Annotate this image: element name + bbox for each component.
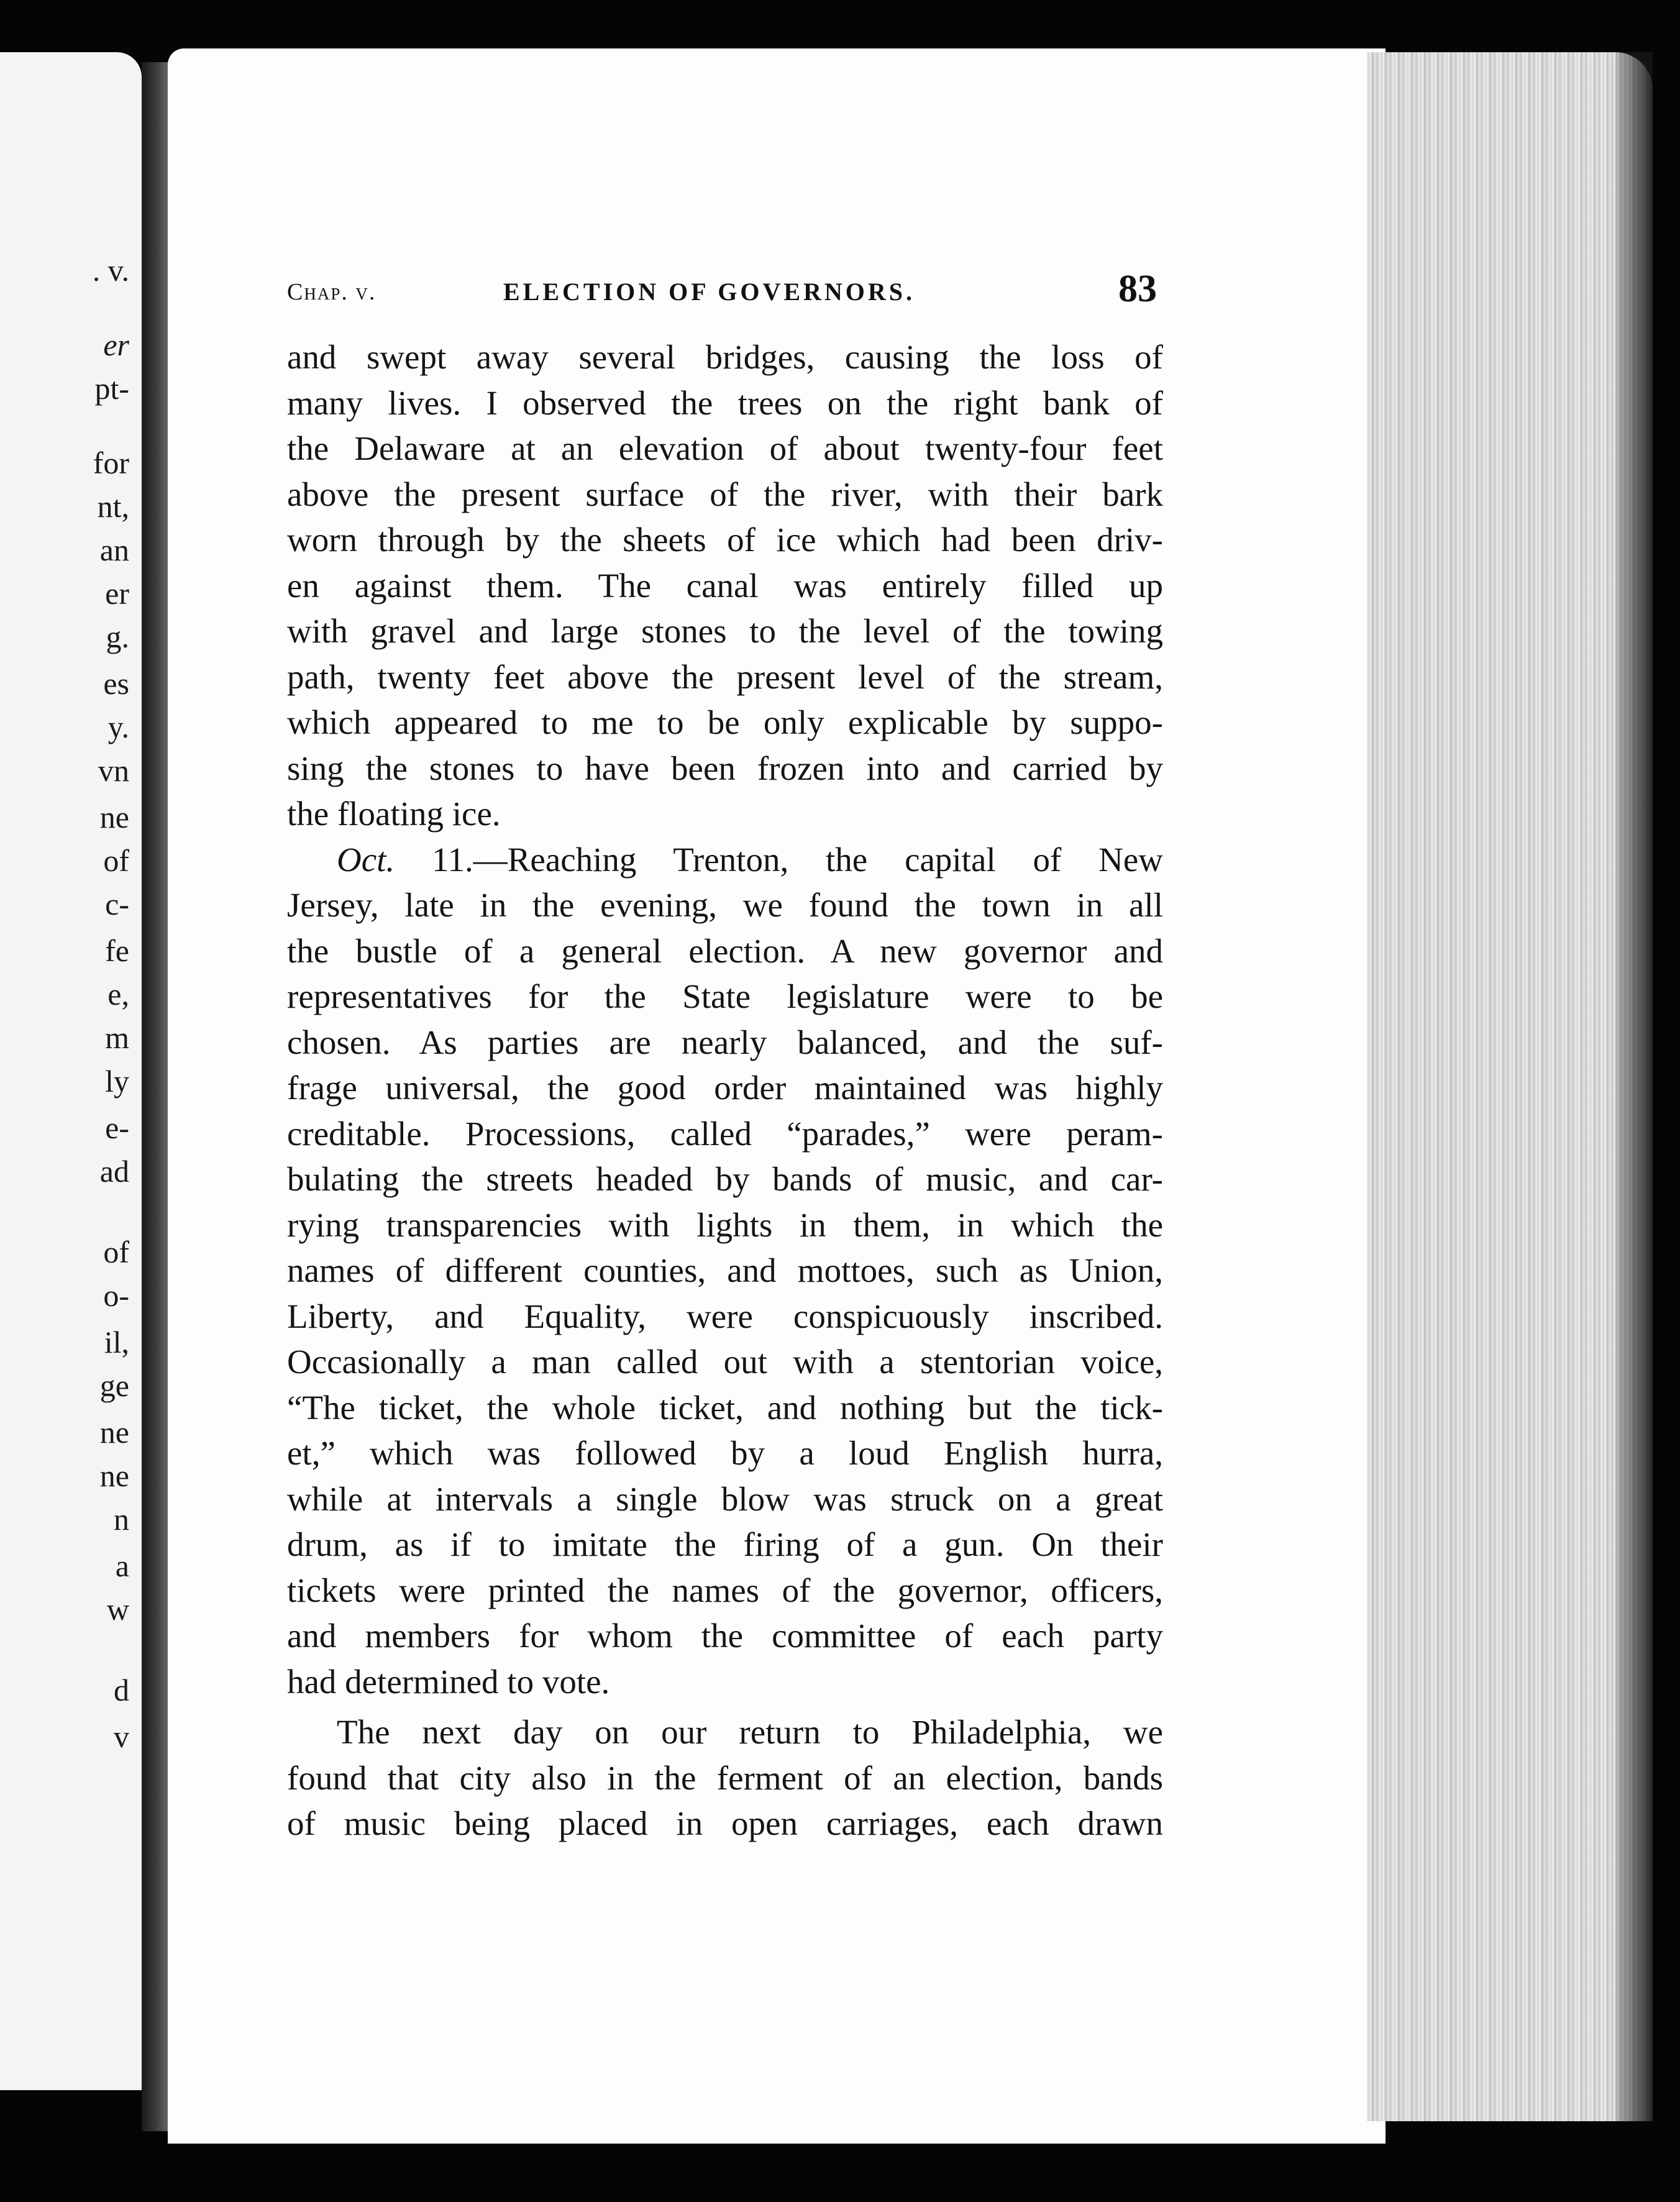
text-line: representatives for the State legislature were to be xyxy=(287,978,1163,1015)
left-facing-page xyxy=(0,52,142,2090)
left-page-fragment: for xyxy=(93,445,129,480)
text-line: many lives. I observed the trees on the right bank of xyxy=(287,384,1163,422)
left-page-fragment: w xyxy=(106,1592,129,1627)
text-line: the bustle of a general election. A new governor and xyxy=(287,932,1163,970)
left-page-fragment: nt, xyxy=(97,489,129,524)
text-line: bulating the streets headed by bands of music, and car- xyxy=(287,1161,1163,1198)
text-line: and members for whom the committee of each party xyxy=(287,1617,1163,1655)
text-line: sing the stones to have been frozen into and carried by xyxy=(287,749,1163,787)
text-line: while at intervals a single blow was struck on a great xyxy=(287,1480,1163,1518)
text-line: the floating ice. xyxy=(287,795,501,833)
left-page-fragment: ne xyxy=(99,1458,129,1493)
date-label: Oct. xyxy=(337,841,395,879)
text-line: rying transparencies with lights in them, in which the xyxy=(287,1206,1163,1244)
text-line: with gravel and large stones to the level of the towing xyxy=(287,613,1163,650)
text-line: Jersey, late in the evening, we found the town in all xyxy=(287,887,1163,924)
running-header xyxy=(287,267,1157,317)
text-line: en against them. The canal was entirely filled up xyxy=(287,567,1163,605)
left-page-fragment: . v. xyxy=(92,253,129,288)
text-line: had determined to vote. xyxy=(287,1663,610,1701)
left-page-fragment: e- xyxy=(105,1110,129,1145)
text-line: Liberty, and Equality, were conspicuously inscribed. xyxy=(287,1297,1163,1335)
left-page-fragment: of xyxy=(103,1235,129,1269)
left-page-fragment: fe xyxy=(105,933,129,968)
text-line: the Delaware at an elevation of about twenty-four feet xyxy=(287,430,1163,467)
left-page-fragment: ne xyxy=(99,800,129,834)
text-line: frage universal, the good order maintained was highly xyxy=(287,1069,1163,1107)
text-line: path, twenty feet above the present level of the stream, xyxy=(287,658,1163,696)
text-line: 11.—Reaching Trenton, the capital of New xyxy=(395,841,1163,879)
left-page-fragment: er xyxy=(105,576,129,611)
text-line: “The ticket, the whole ticket, and nothing but the tick- xyxy=(287,1389,1163,1427)
left-page-fragment: v xyxy=(114,1719,129,1754)
text-line: chosen. As parties are nearly balanced, and the suf- xyxy=(287,1023,1163,1061)
left-page-fragment: m xyxy=(105,1020,129,1055)
text-line: worn through by the sheets of ice which had been driv- xyxy=(287,521,1163,559)
left-page-fragment: y. xyxy=(107,710,129,744)
text-line: of music being placed in open carriages, each drawn xyxy=(287,1805,1163,1842)
left-page-fragment: il, xyxy=(104,1325,129,1359)
left-page-fragment: e, xyxy=(107,977,129,1012)
text-line: found that city also in the ferment of an election, bands xyxy=(287,1759,1163,1797)
running-title: ELECTION OF GOVERNORS. xyxy=(503,278,916,306)
text-line: drum, as if to imitate the firing of a gun. On their xyxy=(287,1526,1163,1563)
left-page-fragment: er xyxy=(103,327,129,362)
text-line: tickets were printed the names of the governor, officers, xyxy=(287,1571,1163,1609)
left-page-fragment: ne xyxy=(99,1415,129,1450)
left-page-fragment: ly xyxy=(105,1064,129,1099)
left-page-fragment: of xyxy=(103,843,129,878)
text-line: and swept away several bridges, causing the loss of xyxy=(287,339,1163,376)
page-block-edges xyxy=(1367,52,1653,2121)
text-line: Occasionally a man called out with a stentorian voice, xyxy=(287,1343,1163,1381)
left-page-fragment: a xyxy=(115,1548,129,1583)
left-page-fragment: c- xyxy=(105,887,129,921)
paragraph-3-first-line: The next day on our return to Philadelphia, we xyxy=(337,1714,1163,1751)
left-page-fragment: o- xyxy=(103,1278,129,1313)
text-line: which appeared to me to be only explicable by suppo- xyxy=(287,704,1163,741)
page-number: 83 xyxy=(1118,268,1157,310)
left-page-fragment: d xyxy=(114,1673,129,1707)
left-page-fragment: n xyxy=(114,1502,129,1537)
text-line: creditable. Processions, called “parades,” were peram- xyxy=(287,1115,1163,1153)
left-page-fragment: ad xyxy=(99,1154,129,1189)
left-page-fragment: pt- xyxy=(94,371,129,406)
text-line: above the present surface of the river, with their bark xyxy=(287,475,1163,513)
text-line: et,” which was followed by a loud English hurra, xyxy=(287,1435,1163,1472)
left-page-fragment: g. xyxy=(106,619,129,654)
paragraph-2-first-line xyxy=(287,841,1163,879)
chapter-label: Chap. v. xyxy=(287,279,377,305)
text-line: names of different counties, and mottoes, such as Union, xyxy=(287,1252,1163,1289)
left-page-fragment: an xyxy=(99,532,129,567)
left-page-fragment: ge xyxy=(99,1368,129,1403)
left-page-fragment: vn xyxy=(98,753,129,788)
left-page-fragment: es xyxy=(103,666,129,701)
